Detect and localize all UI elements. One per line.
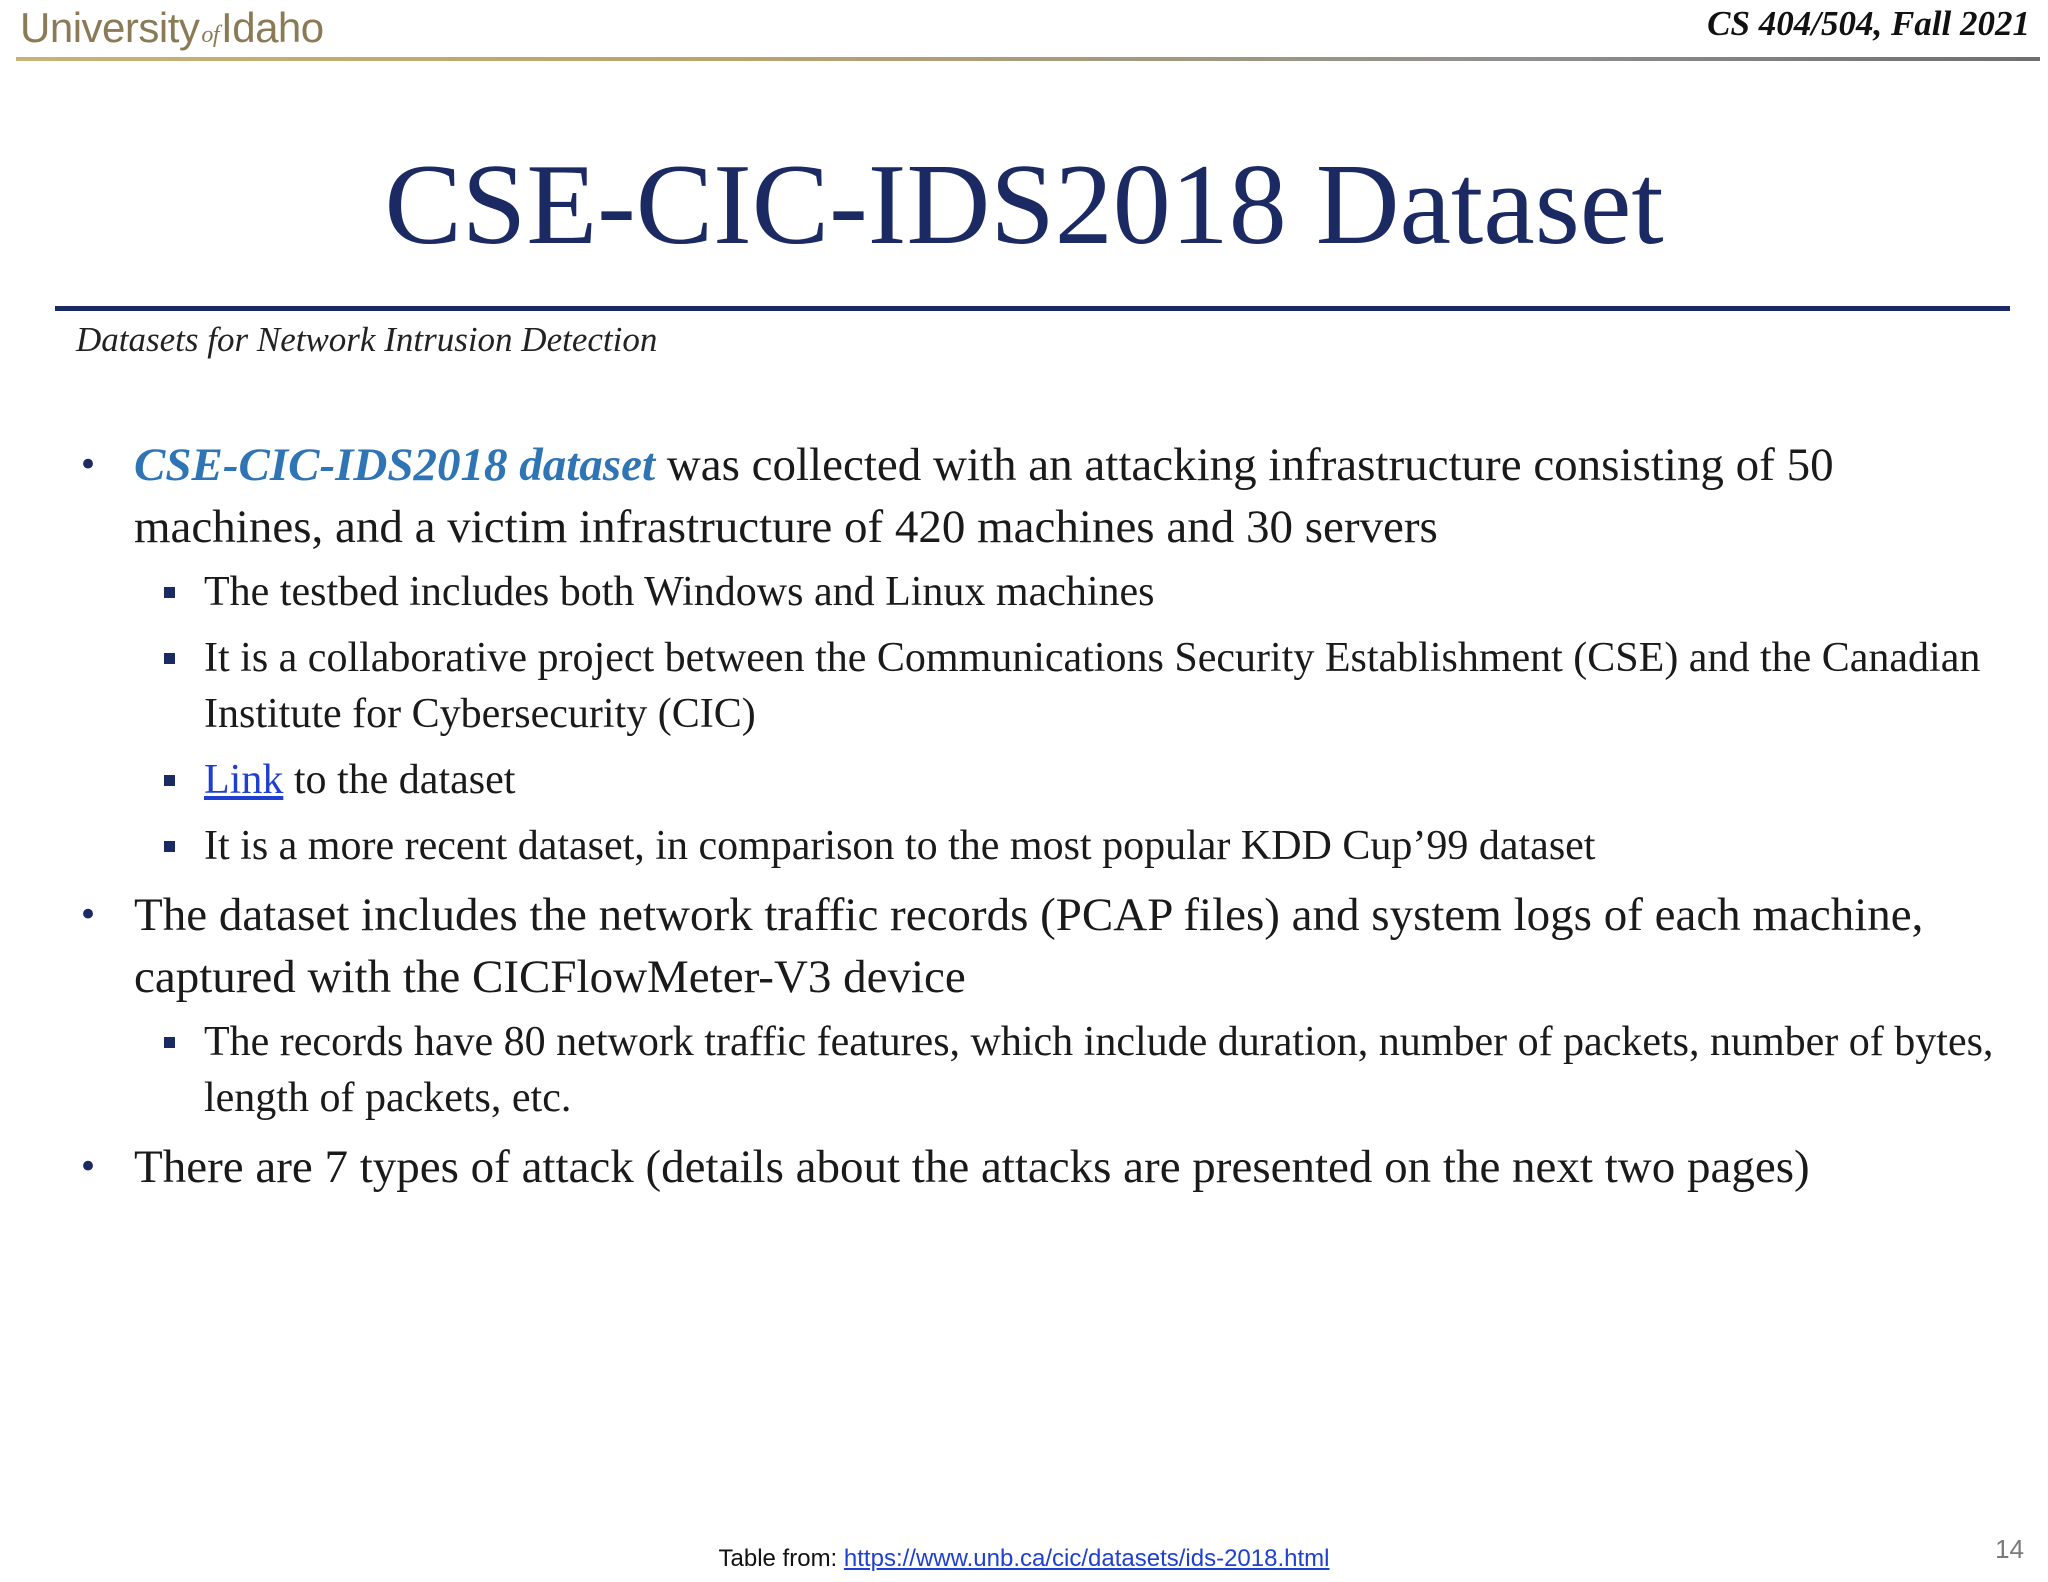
logo-idaho: Idaho bbox=[221, 4, 324, 51]
square-bullet bbox=[164, 587, 175, 598]
bullet-2 bbox=[70, 884, 2020, 1008]
university-logo bbox=[20, 4, 324, 52]
bullet-3-text: There are 7 types of attack (details about the attacks are presented on the next two pages) bbox=[134, 1141, 1810, 1193]
title-divider bbox=[55, 306, 2010, 311]
sub-bullet-text: The testbed includes both Windows and Linux machines bbox=[204, 569, 1155, 615]
page-number: 14 bbox=[1995, 1534, 2024, 1564]
bullet-1 bbox=[70, 434, 2020, 558]
dataset-highlight: CSE-CIC-IDS2018 dataset bbox=[134, 439, 656, 491]
sub-bullet-link bbox=[70, 752, 2020, 808]
sub-bullet-text: The records have 80 network traffic features, which include duration, number of packets, number of bytes, length of packets, etc. bbox=[204, 1019, 1994, 1121]
dataset-link[interactable]: Link bbox=[204, 757, 284, 803]
logo-of: of bbox=[201, 22, 220, 48]
square-bullet bbox=[164, 653, 175, 664]
square-bullet bbox=[164, 775, 175, 786]
bullet-3 bbox=[70, 1136, 2020, 1198]
header-divider bbox=[16, 57, 2040, 61]
logo-university: University bbox=[20, 4, 200, 51]
bullet-dot: • bbox=[78, 895, 99, 935]
course-label: CS 404/504, Fall 2021 bbox=[1707, 4, 2030, 43]
bullet-1-text: was collected with an attacking infrastructure consisting of 50 machines, and a victim infrastructure of 420 machines and 30 servers bbox=[134, 439, 1834, 553]
bullet-dot: • bbox=[78, 1147, 99, 1187]
slide-title: CSE-CIC-IDS2018 Dataset bbox=[384, 141, 1664, 269]
square-bullet bbox=[164, 841, 175, 852]
sub-bullet-text: to the dataset bbox=[283, 757, 516, 803]
sub-bullet bbox=[70, 630, 2020, 742]
square-bullet bbox=[164, 1037, 175, 1048]
sub-bullet-text: It is a collaborative project between the Communications Security Establishment (CSE) and the Canadian Institute for Cybersecurity (CIC) bbox=[204, 635, 1981, 737]
slide-content bbox=[70, 434, 2020, 1202]
bullet-2-text: The dataset includes the network traffic records (PCAP files) and system logs of each machine, captured with the CICFlowMeter-V3 device bbox=[134, 889, 1924, 1003]
footer-source bbox=[0, 1544, 2048, 1574]
bullet-dot: • bbox=[78, 445, 99, 485]
sub-bullet bbox=[70, 818, 2020, 874]
sub-bullet bbox=[70, 1014, 2020, 1126]
source-url-link[interactable]: https://www.unb.ca/cic/datasets/ids-2018.html bbox=[843, 1545, 1330, 1572]
sub-bullet bbox=[70, 564, 2020, 620]
slide-subtitle: Datasets for Network Intrusion Detection bbox=[76, 320, 658, 359]
sub-bullet-text: It is a more recent dataset, in comparison to the most popular KDD Cup’99 dataset bbox=[204, 823, 1596, 869]
footer-label: Table from: bbox=[718, 1545, 844, 1572]
